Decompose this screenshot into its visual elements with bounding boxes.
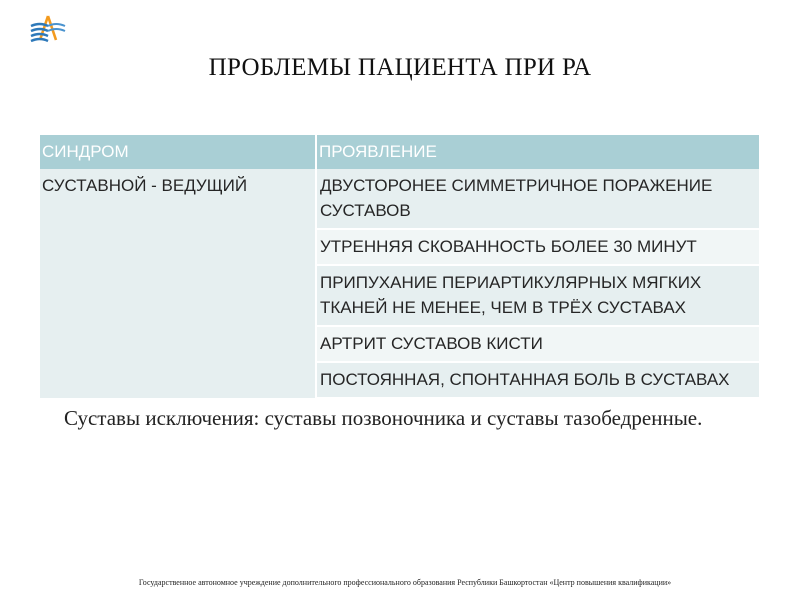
table-row	[40, 169, 760, 229]
syndrome-cell: СУСТАВНОЙ - ВЕДУЩИЙ	[40, 169, 316, 398]
exclusion-note: Суставы исключения: суставы позвоночника и суставы тазобедренные.	[64, 406, 703, 430]
syndrome-table	[40, 135, 761, 399]
open-book-logo-icon	[28, 12, 68, 46]
manifestation-cell: ДВУСТОРОНЕЕ СИММЕТРИЧНОЕ ПОРАЖЕНИЕ СУСТАВОВ	[316, 169, 760, 229]
table-header-row	[40, 135, 760, 169]
column-header-manifestation: ПРОЯВЛЕНИЕ	[316, 135, 760, 169]
manifestation-cell: УТРЕННЯЯ СКОВАННОСТЬ БОЛЕЕ 30 МИНУТ	[316, 229, 760, 265]
slide-title: ПРОБЛЕМЫ ПАЦИЕНТА ПРИ РА	[208, 54, 592, 81]
manifestation-cell: ПРИПУХАНИЕ ПЕРИАРТИКУЛЯРНЫХ МЯГКИХ ТКАНЕЙ НЕ МЕНЕЕ, ЧЕМ В ТРЁХ СУСТАВАХ	[316, 265, 760, 326]
footer-institution: Государственное автономное учреждение дополнительного профессионального образования Республики Башкортостан «Центр повышения квалификации»	[138, 578, 672, 587]
manifestation-cell: ПОСТОЯННАЯ, СПОНТАННАЯ БОЛЬ В СУСТАВАХ	[316, 362, 760, 398]
column-header-syndrome: СИНДРОМ	[40, 135, 316, 169]
manifestation-cell: АРТРИТ СУСТАВОВ КИСТИ	[316, 326, 760, 362]
